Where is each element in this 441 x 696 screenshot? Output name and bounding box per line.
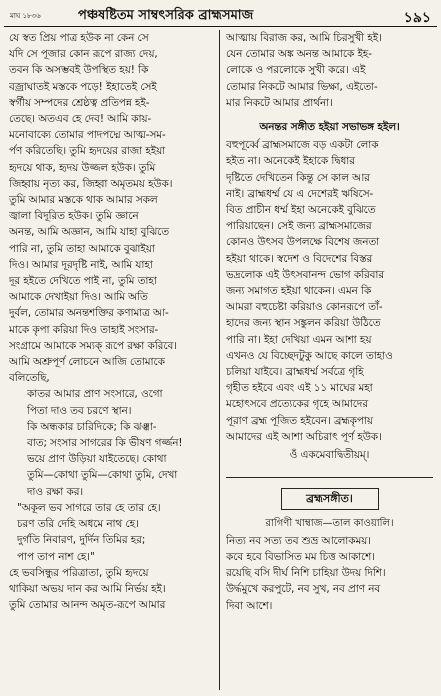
text-line: পারি না, তুমি তাহা আমাকে বুঝাইয়া [9,242,155,255]
text-line: র্পণ করিতেছি। তুমি হৃদয়ের রাজা হইয়া [9,145,166,158]
text-line: আমাদের এই আশা অচিরাৎ পূর্ণ হউক। [226,430,382,443]
text-line: চলিয়া যাইবে। ব্রাহ্মধর্ম্ম সর্বত্রে গৃহি [226,366,364,379]
text-line: নাই। ব্রাহ্মধর্ম্ম যে এ দেশেরই ঋষিসে- [226,187,374,200]
text-line: পারি না। ইহা দেখিয়া এমন আশা হয় [226,333,372,346]
text-line: মহোৎসবে প্রত্যেকের গৃহে আমাদের [226,398,369,411]
text-line: দুর্বল, তোমার অনন্তশক্তির কণামাত্র আ- [9,307,169,320]
right-opening-paragraph [226,30,433,111]
text-line: তুমি আমার মস্তকে থাক আমার সকল [9,194,158,207]
page-header [4,4,437,27]
left-verse-2 [9,500,214,565]
text-line: যদি সে পূজার কোন রূপে রাজ্য দেয়, [9,48,158,61]
right-body-paragraph [226,137,433,445]
hymn-line: নিত্য নব সত্য তব শুভ্র আলোকময়। [226,534,371,547]
text-line: হৃদয়ে থাক, হৃদয় উজ্জল হউক। তুমি [9,161,156,174]
verse-line: পিতা দাও তব চরণে স্থান। [27,404,132,417]
hymn-raga: রাগিণী খাম্বাজ—তাল কাওয়ালি। [265,518,394,530]
text-line: এখনও যে বিচ্ছেদটুকু আছে কালে তাহাও [226,349,393,362]
verse-line: কি অন্ধকার চারিদিকে; কি ঝঞ্ঝা- [27,420,157,433]
left-column [9,30,214,613]
text-line: স্বর্গীয় সম্পদের শ্রেষ্ঠত্ব প্রতিপন্ন হই- [9,96,150,109]
text-line: আমরা বহুচেষ্টা করিয়াও কোনরূপে তাঁ- [226,301,383,314]
text-line: বিত প্রাচীন ধর্ম্ম ইহা অনেকেই বুঝিতে [226,204,376,217]
header-title: পঞ্চষষ্টিতম সাম্বৎসরিক ব্রাহ্মসমাজ [78,8,254,23]
text-line: জন্য সমাগত হইয়া থাকেন। এমন কি [226,285,372,298]
hymn-line: রয়েছি বসি দীর্ঘ নিশি চাহিয়া উদয় দিশি। [226,567,386,580]
verse-line: পাপ তাপ নাশ হে।" [17,550,95,563]
text-line: তেছে। অতএব হে দেব! আমি কায়- [9,113,152,126]
text-line: বজ্রাঘাতই মস্তকে পড়ে! ইহাতেই সেই [9,80,157,93]
left-closing-paragraph [9,565,214,614]
verse-line: বাত; সংসার সাগরের কি ভীষণ গর্জ্জন! [27,437,183,450]
verse-line: কাতর আমার প্রাণ সংসারে, ওগো [27,388,163,401]
text-line: আমি অশ্রুপূর্ণ লোচনে আজি তোমাকে [9,356,165,369]
section-separator [226,477,433,478]
text-line: অনন্ত, আমি অজ্ঞান, আমি যাহা বুঝিতে [9,226,169,239]
hymn-title: ব্রহ্মসঙ্গীত। [281,488,379,510]
text-line: মাকে কৃপা করিয়া দিও তাহাই সংসার- [9,323,159,336]
section-heading: অনন্তর সঙ্গীত হইয়া সভাভঙ্গ হইল। [259,121,400,134]
text-line: যেন তোমার অঙ্ক অনন্ত আমাকে ইহ- [226,48,372,61]
verse-line: তুমি—কোথা তুমি—কোথা তুমি, দেখা [27,469,178,482]
header-issue-date: মাঘ ১৮৩৬ [10,12,41,20]
text-line: ভদ্রলোক এই উৎসবানন্দ ভোগ করিবার [226,268,385,281]
hymn-line: কবে হবে বিভাসিত মম চিত্ত আকাশে। [226,550,375,563]
text-line: দূর হইতে দেখিতে পাই না, তুমি তাহা [9,275,157,288]
text-line: লোকে ও পরলোকে সুখী করে। এই [226,64,366,77]
hymn-line: দিবা আশে। [226,599,273,612]
text-line: মার নিকটে আমার প্রার্থনা। [226,96,333,109]
text-line: সংগ্রামে আমাকে সম্যক্ রূপে রক্ষা করিবে। [9,339,177,352]
column-divider [219,30,220,690]
verse-line: "অকূল ভব সাগরে তার হে তার হে। [17,501,161,514]
verse-line: ভয়ে প্রাণ উড়িয়া যাইতেছে। কোথা [27,453,167,466]
text-line: বলিতেছি, [9,372,50,385]
left-body-paragraph [9,30,214,386]
text-line: আমাকে দেখাইয়া দিও। আমি অতি [9,291,148,304]
text-line: দিও। আমার দূরদৃষ্টি নাই, আমি যাহা [9,258,153,271]
text-line: যে স্বত প্রিয় পাত্র হউক না কেন সে [9,32,149,44]
verse-line: দুর্গতি নিবারণ, দুর্দিন তিমির হর; [17,534,146,547]
hymn-lyrics [226,533,433,614]
text-line: বহুপূর্ব্বে ব্রাহ্মসমাজে বড় একটা লোক [226,139,379,152]
page-number: ১৯১ [403,10,431,26]
verse-line: দাও রক্ষা কর। [27,485,84,498]
text-line: তুমি তোমার আনন্দ অমৃত-রূপে আমার [9,599,166,612]
text-line: পূরাণ ব্রহ্ম পূজিত হইবেন। ব্রহ্মকৃপায় [226,414,373,427]
text-line: জ্বালা বিদূরিত হউক। তুমি জ্ঞানে [9,210,139,223]
text-line: থাকিয়া অভয় দান কর আমি নির্ভয় হই। [9,582,166,595]
text-line: কোনও উৎসব উপলক্ষে বিশেষ জনতা [226,236,380,249]
text-line: হাদের জন্য স্থান সঙ্কুলন করিয়া উঠিতে [226,317,381,330]
text-line: তোমার নিকটে আমার ভিক্ষা, এইতো- [226,80,378,93]
text-line: দৃষ্টিতে দেখিতেন কিন্তু সে কাল আর [226,171,370,184]
closing-invocation: ওঁ একমেবাদ্বিতীয়ম্। [289,449,370,462]
right-column [226,30,433,614]
text-line: তবন কি অসম্ভবই উপস্থিত হয়! কি [9,64,149,77]
verse-line: চরণ তরি দেহি অধমে নাথ হে। [17,518,139,531]
text-line: গৃহীত হইবে এবং এই ১১ মাঘের মহা [226,382,373,395]
text-line: পারিয়াছেন। সেই জন্য ব্রাহ্মসমাজের [226,220,372,233]
text-line: জিহ্বায় নৃত্য কর, জিহ্বা অমৃতময় হউক। [9,177,173,190]
text-line: হে ভবসিন্ধুর পরিত্রাতা, তুমি হৃদয়ে [9,566,149,579]
left-verse-1 [9,386,214,499]
text-line: মনোবাক্যে তোমার পাদপদ্মে আত্ম-সম- [9,129,166,142]
text-line: আত্মায় বিরাজ কর, আমি চিরসুখী হই। [226,32,382,44]
hymn-line: উর্দ্ধমুখে করপুটে, নব সুখ, নব প্রাণ নব [226,583,381,596]
text-line: হইয়া থাকে। স্বদেশ ও বিদেশের বিস্তর [226,252,373,265]
text-line: হইত না। অনেকেই ইহাকে দ্বিধার [226,155,355,168]
